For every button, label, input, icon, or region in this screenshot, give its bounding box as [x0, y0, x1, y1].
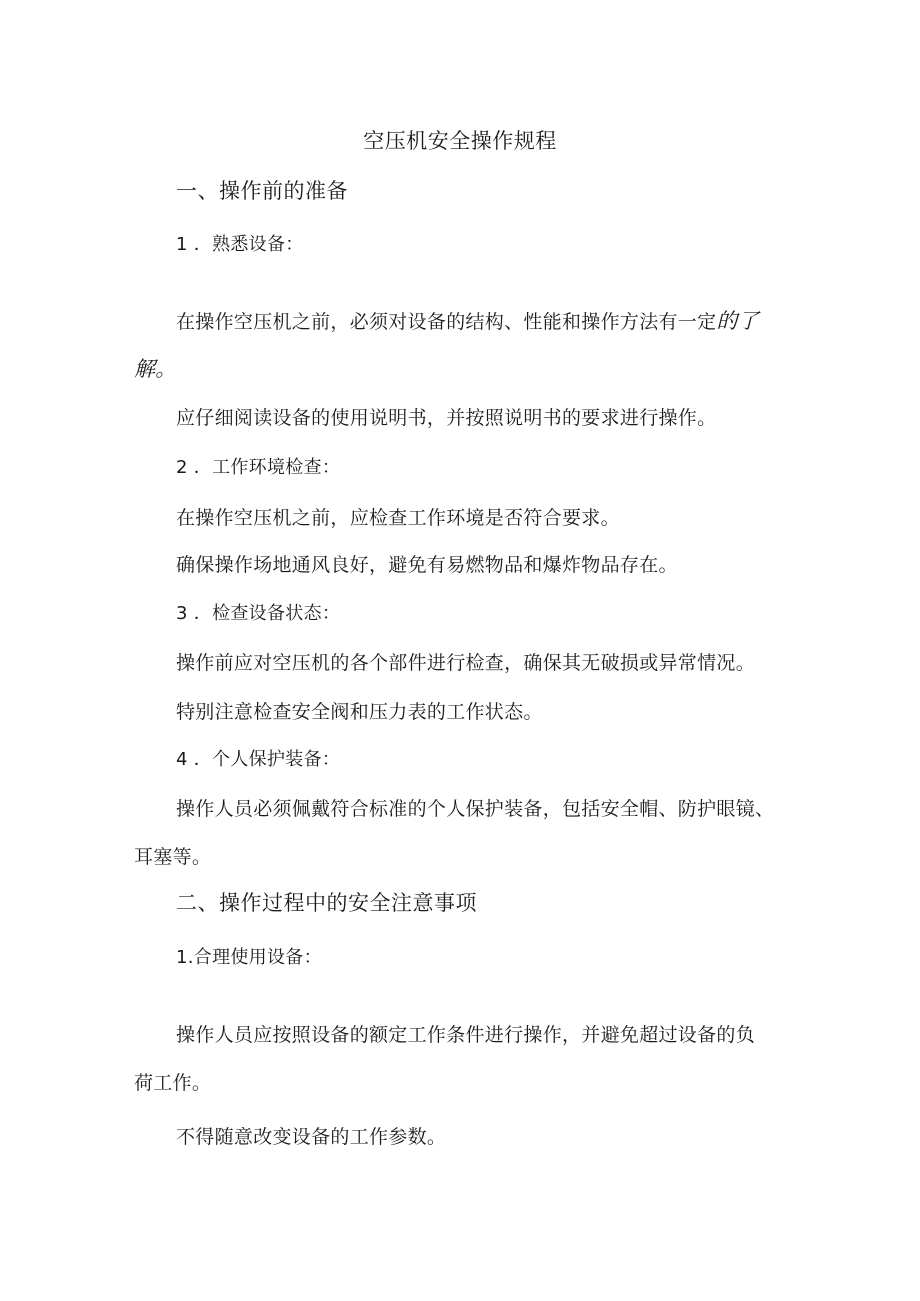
item-label-equipment-status: 3 ．检查设备状态： [176, 603, 341, 624]
item-label-protection: 4 ．个人保护装备： [176, 749, 341, 770]
paragraph-rated-conditions-line1: 操作人员应按照设备的额定工作条件进行操作，并避免超过设备的负 [176, 1024, 756, 1046]
paragraph-valve-gauge: 特别注意检查安全阀和压力表的工作状态。 [176, 701, 543, 723]
paragraph-protection-line2: 耳塞等。 [134, 846, 212, 868]
paragraph-text: 在操作空压机之前，必须对设备的结构、性能和操作方法有一定 [176, 311, 717, 333]
section-heading-preparation: 一、操作前的准备 [176, 179, 348, 203]
item-label-proper-use: 1.合理使用设备： [176, 947, 322, 968]
document-title: 空压机安全操作规程 [363, 129, 557, 153]
item-label-familiarize: 1 ．熟悉设备： [176, 234, 304, 255]
paragraph-environment-check: 在操作空压机之前，应检查工作环境是否符合要求。 [176, 507, 620, 529]
section-heading-operation-safety: 二、操作过程中的安全注意事项 [176, 891, 477, 915]
paragraph-text-italic: 的了 [716, 309, 760, 333]
paragraph-familiarize-line2: 解。 [134, 357, 177, 381]
paragraph-rated-conditions-line2: 荷工作。 [134, 1072, 212, 1094]
paragraph-familiarize-line1 [176, 309, 759, 334]
paragraph-parameters: 不得随意改变设备的工作参数。 [176, 1126, 447, 1148]
paragraph-protection-line1: 操作人员必须佩戴符合标准的个人保护装备，包括安全帽、防护眼镜、 [176, 798, 775, 820]
paragraph-component-check: 操作前应对空压机的各个部件进行检查，确保其无破损或异常情况。 [176, 652, 756, 674]
paragraph-ventilation: 确保操作场地通风良好，避免有易燃物品和爆炸物品存在。 [176, 554, 678, 576]
item-label-environment: 2 ．工作环境检查： [176, 457, 341, 478]
paragraph-read-manual: 应仔细阅读设备的使用说明书，并按照说明书的要求进行操作。 [176, 407, 717, 429]
